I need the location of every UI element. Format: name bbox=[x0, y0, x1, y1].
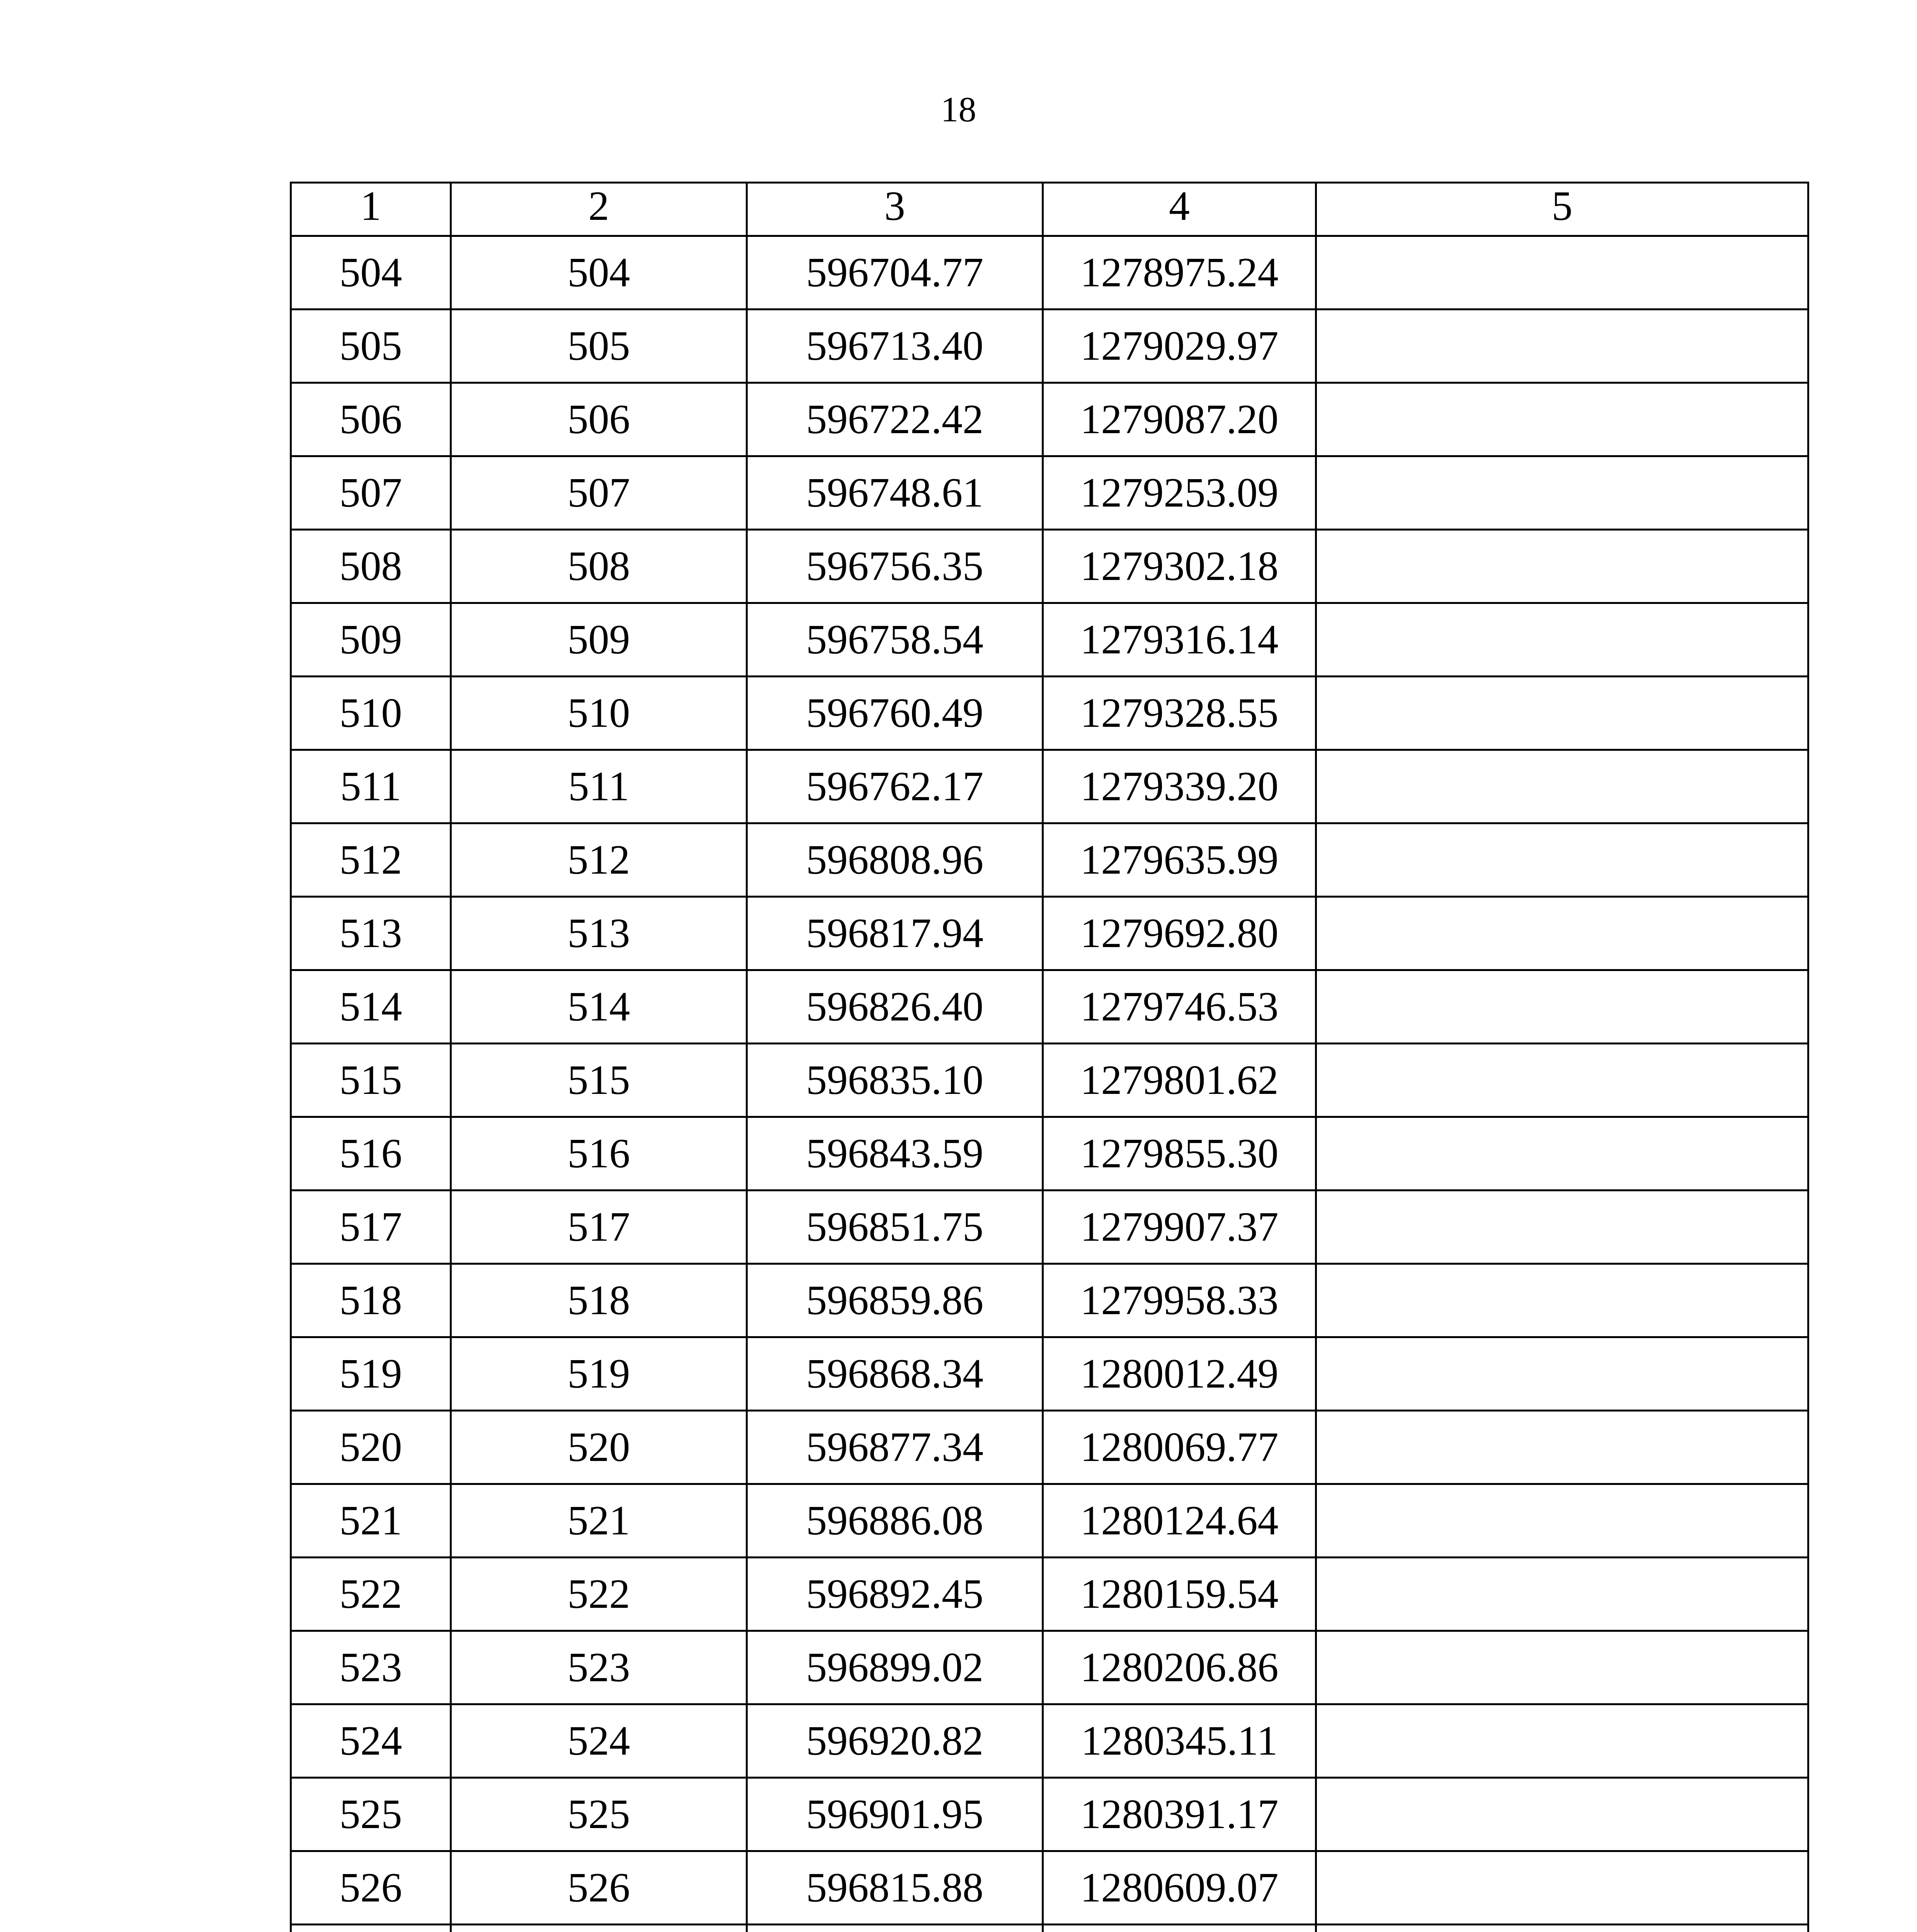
cell-coordinate-x: 596808.96 bbox=[747, 823, 1043, 897]
cell-point-number: 523 bbox=[291, 1631, 451, 1704]
cell-note bbox=[1316, 456, 1808, 530]
cell-note bbox=[1316, 1337, 1808, 1411]
column-header-1: 1 bbox=[291, 183, 451, 236]
column-header-2: 2 bbox=[451, 183, 747, 236]
cell-note bbox=[1316, 383, 1808, 456]
cell-point-id: 514 bbox=[451, 970, 747, 1044]
cell-point-number: 509 bbox=[291, 603, 451, 677]
cell-point-id: 515 bbox=[451, 1044, 747, 1117]
cell-note bbox=[1316, 310, 1808, 383]
cell-coordinate-y: 1279635.99 bbox=[1043, 823, 1316, 897]
cell-point-number: 506 bbox=[291, 383, 451, 456]
cell-point-number: 520 bbox=[291, 1411, 451, 1484]
cell-coordinate-y: 1279328.55 bbox=[1043, 677, 1316, 750]
cell-coordinate-x: 596826.40 bbox=[747, 970, 1043, 1044]
cell-point-id: 508 bbox=[451, 530, 747, 603]
cell-point-number: 504 bbox=[291, 236, 451, 310]
table-row bbox=[291, 1704, 1808, 1778]
cell-note bbox=[1316, 1851, 1808, 1925]
cell-coordinate-y: 1279958.33 bbox=[1043, 1264, 1316, 1337]
cell-point-number: 525 bbox=[291, 1778, 451, 1851]
cell-point-id: 516 bbox=[451, 1117, 747, 1190]
table-row bbox=[291, 897, 1808, 970]
cell-note bbox=[1316, 603, 1808, 677]
table-row bbox=[291, 1778, 1808, 1851]
cell-point-number: 519 bbox=[291, 1337, 451, 1411]
cell-point-number: 513 bbox=[291, 897, 451, 970]
cell-coordinate-x bbox=[747, 1925, 1043, 1932]
cell-coordinate-y: 1279692.80 bbox=[1043, 897, 1316, 970]
cell-coordinate-x: 596886.08 bbox=[747, 1484, 1043, 1558]
cell-point-id: 513 bbox=[451, 897, 747, 970]
cell-coordinate-x: 596835.10 bbox=[747, 1044, 1043, 1117]
cell-point-number: 507 bbox=[291, 456, 451, 530]
table-row bbox=[291, 677, 1808, 750]
cell-note bbox=[1316, 677, 1808, 750]
table-row bbox=[291, 750, 1808, 823]
cell-point-id: 512 bbox=[451, 823, 747, 897]
table-row bbox=[291, 1411, 1808, 1484]
cell-coordinate-x: 596920.82 bbox=[747, 1704, 1043, 1778]
cell-coordinate-y: 1280124.64 bbox=[1043, 1484, 1316, 1558]
table-row bbox=[291, 1558, 1808, 1631]
cell-coordinate-x: 596758.54 bbox=[747, 603, 1043, 677]
table-row bbox=[291, 310, 1808, 383]
cell-point-id: 525 bbox=[451, 1778, 747, 1851]
cell-note bbox=[1316, 1484, 1808, 1558]
cell-coordinate-x: 596756.35 bbox=[747, 530, 1043, 603]
table-row bbox=[291, 1851, 1808, 1925]
page-number: 18 bbox=[941, 90, 976, 129]
cell-point-id: 521 bbox=[451, 1484, 747, 1558]
cell-point-number: 516 bbox=[291, 1117, 451, 1190]
cell-note bbox=[1316, 750, 1808, 823]
table-row bbox=[291, 1337, 1808, 1411]
cell-note bbox=[1316, 1558, 1808, 1631]
cell-note bbox=[1316, 1117, 1808, 1190]
cell-point-number: 511 bbox=[291, 750, 451, 823]
cell-point-id: 523 bbox=[451, 1631, 747, 1704]
cell-coordinate-y: 1279855.30 bbox=[1043, 1117, 1316, 1190]
cell-note bbox=[1316, 970, 1808, 1044]
cell-coordinate-x: 596851.75 bbox=[747, 1190, 1043, 1264]
cell-coordinate-x: 596704.77 bbox=[747, 236, 1043, 310]
cell-coordinate-y: 1279253.09 bbox=[1043, 456, 1316, 530]
column-header-5: 5 bbox=[1316, 183, 1808, 236]
cell-note bbox=[1316, 1631, 1808, 1704]
cell-point-id: 524 bbox=[451, 1704, 747, 1778]
cell-coordinate-x: 596892.45 bbox=[747, 1558, 1043, 1631]
cell-point-id: 504 bbox=[451, 236, 747, 310]
cell-coordinate-y: 1280391.17 bbox=[1043, 1778, 1316, 1851]
cell-coordinate-y: 1279339.20 bbox=[1043, 750, 1316, 823]
cell-point-id: 519 bbox=[451, 1337, 747, 1411]
table-row bbox=[291, 1631, 1808, 1704]
cell-point-number: 518 bbox=[291, 1264, 451, 1337]
cell-point-id: 518 bbox=[451, 1264, 747, 1337]
cell-point-number: 521 bbox=[291, 1484, 451, 1558]
cell-coordinate-y: 1279302.18 bbox=[1043, 530, 1316, 603]
cell-point-number: 522 bbox=[291, 1558, 451, 1631]
cell-point-number bbox=[291, 1925, 451, 1932]
cell-note bbox=[1316, 236, 1808, 310]
cell-coordinate-x: 596868.34 bbox=[747, 1337, 1043, 1411]
table-row bbox=[291, 823, 1808, 897]
cell-point-id: 517 bbox=[451, 1190, 747, 1264]
cell-point-id: 506 bbox=[451, 383, 747, 456]
cell-point-number: 514 bbox=[291, 970, 451, 1044]
cell-coordinate-y: 1279746.53 bbox=[1043, 970, 1316, 1044]
cell-coordinate-x: 596713.40 bbox=[747, 310, 1043, 383]
cell-note bbox=[1316, 1778, 1808, 1851]
cell-coordinate-x: 596901.95 bbox=[747, 1778, 1043, 1851]
cell-coordinate-x: 596762.17 bbox=[747, 750, 1043, 823]
column-header-3: 3 bbox=[747, 183, 1043, 236]
cell-coordinate-y: 1279801.62 bbox=[1043, 1044, 1316, 1117]
table-row bbox=[291, 456, 1808, 530]
cell-note bbox=[1316, 1264, 1808, 1337]
cell-coordinate-x: 596748.61 bbox=[747, 456, 1043, 530]
table-body bbox=[291, 183, 1808, 1932]
cell-coordinate-x: 596859.86 bbox=[747, 1264, 1043, 1337]
table-row bbox=[291, 603, 1808, 677]
table-row bbox=[291, 1117, 1808, 1190]
cell-point-id: 526 bbox=[451, 1851, 747, 1925]
cell-point-id: 505 bbox=[451, 310, 747, 383]
cell-coordinate-y: 1280159.54 bbox=[1043, 1558, 1316, 1631]
table-row bbox=[291, 1044, 1808, 1117]
cell-point-number: 515 bbox=[291, 1044, 451, 1117]
cell-coordinate-x: 596843.59 bbox=[747, 1117, 1043, 1190]
cell-coordinate-x: 596817.94 bbox=[747, 897, 1043, 970]
cell-coordinate-y: 1280069.77 bbox=[1043, 1411, 1316, 1484]
table-row bbox=[291, 970, 1808, 1044]
cell-point-number: 517 bbox=[291, 1190, 451, 1264]
cell-coordinate-x: 596815.88 bbox=[747, 1851, 1043, 1925]
cell-point-id: 522 bbox=[451, 1558, 747, 1631]
cell-point-number: 512 bbox=[291, 823, 451, 897]
cell-coordinate-y: 1280609.07 bbox=[1043, 1851, 1316, 1925]
cell-point-id bbox=[451, 1925, 747, 1932]
cell-coordinate-y: 1280012.49 bbox=[1043, 1337, 1316, 1411]
cell-note bbox=[1316, 1925, 1808, 1932]
cell-point-number: 524 bbox=[291, 1704, 451, 1778]
table-row bbox=[291, 1484, 1808, 1558]
cell-note bbox=[1316, 1704, 1808, 1778]
table-row bbox=[291, 530, 1808, 603]
cell-point-id: 510 bbox=[451, 677, 747, 750]
column-header-4: 4 bbox=[1043, 183, 1316, 236]
table-row bbox=[291, 236, 1808, 310]
cell-coordinate-x: 596760.49 bbox=[747, 677, 1043, 750]
cell-coordinate-x: 596899.02 bbox=[747, 1631, 1043, 1704]
cell-coordinate-x: 596722.42 bbox=[747, 383, 1043, 456]
cell-coordinate-y: 1279087.20 bbox=[1043, 383, 1316, 456]
cell-point-id: 509 bbox=[451, 603, 747, 677]
table-row bbox=[291, 383, 1808, 456]
cell-note bbox=[1316, 897, 1808, 970]
cell-point-id: 511 bbox=[451, 750, 747, 823]
cell-coordinate-y: 1278975.24 bbox=[1043, 236, 1316, 310]
cell-coordinate-x: 596877.34 bbox=[747, 1411, 1043, 1484]
cell-coordinate-y: 1279029.97 bbox=[1043, 310, 1316, 383]
table-row bbox=[291, 1925, 1808, 1932]
cell-point-id: 507 bbox=[451, 456, 747, 530]
cell-coordinate-y bbox=[1043, 1925, 1316, 1932]
cell-coordinate-y: 1280206.86 bbox=[1043, 1631, 1316, 1704]
cell-point-number: 526 bbox=[291, 1851, 451, 1925]
cell-point-number: 505 bbox=[291, 310, 451, 383]
cell-point-number: 510 bbox=[291, 677, 451, 750]
table-header-row bbox=[291, 183, 1808, 236]
cell-note bbox=[1316, 530, 1808, 603]
cell-coordinate-y: 1280345.11 bbox=[1043, 1704, 1316, 1778]
cell-note bbox=[1316, 1190, 1808, 1264]
cell-point-id: 520 bbox=[451, 1411, 747, 1484]
table-row bbox=[291, 1190, 1808, 1264]
cell-point-number: 508 bbox=[291, 530, 451, 603]
cell-note bbox=[1316, 1044, 1808, 1117]
cell-coordinate-y: 1279316.14 bbox=[1043, 603, 1316, 677]
cell-coordinate-y: 1279907.37 bbox=[1043, 1190, 1316, 1264]
cell-note bbox=[1316, 1411, 1808, 1484]
coordinates-table bbox=[290, 182, 1809, 1932]
table-row bbox=[291, 1264, 1808, 1337]
cell-note bbox=[1316, 823, 1808, 897]
